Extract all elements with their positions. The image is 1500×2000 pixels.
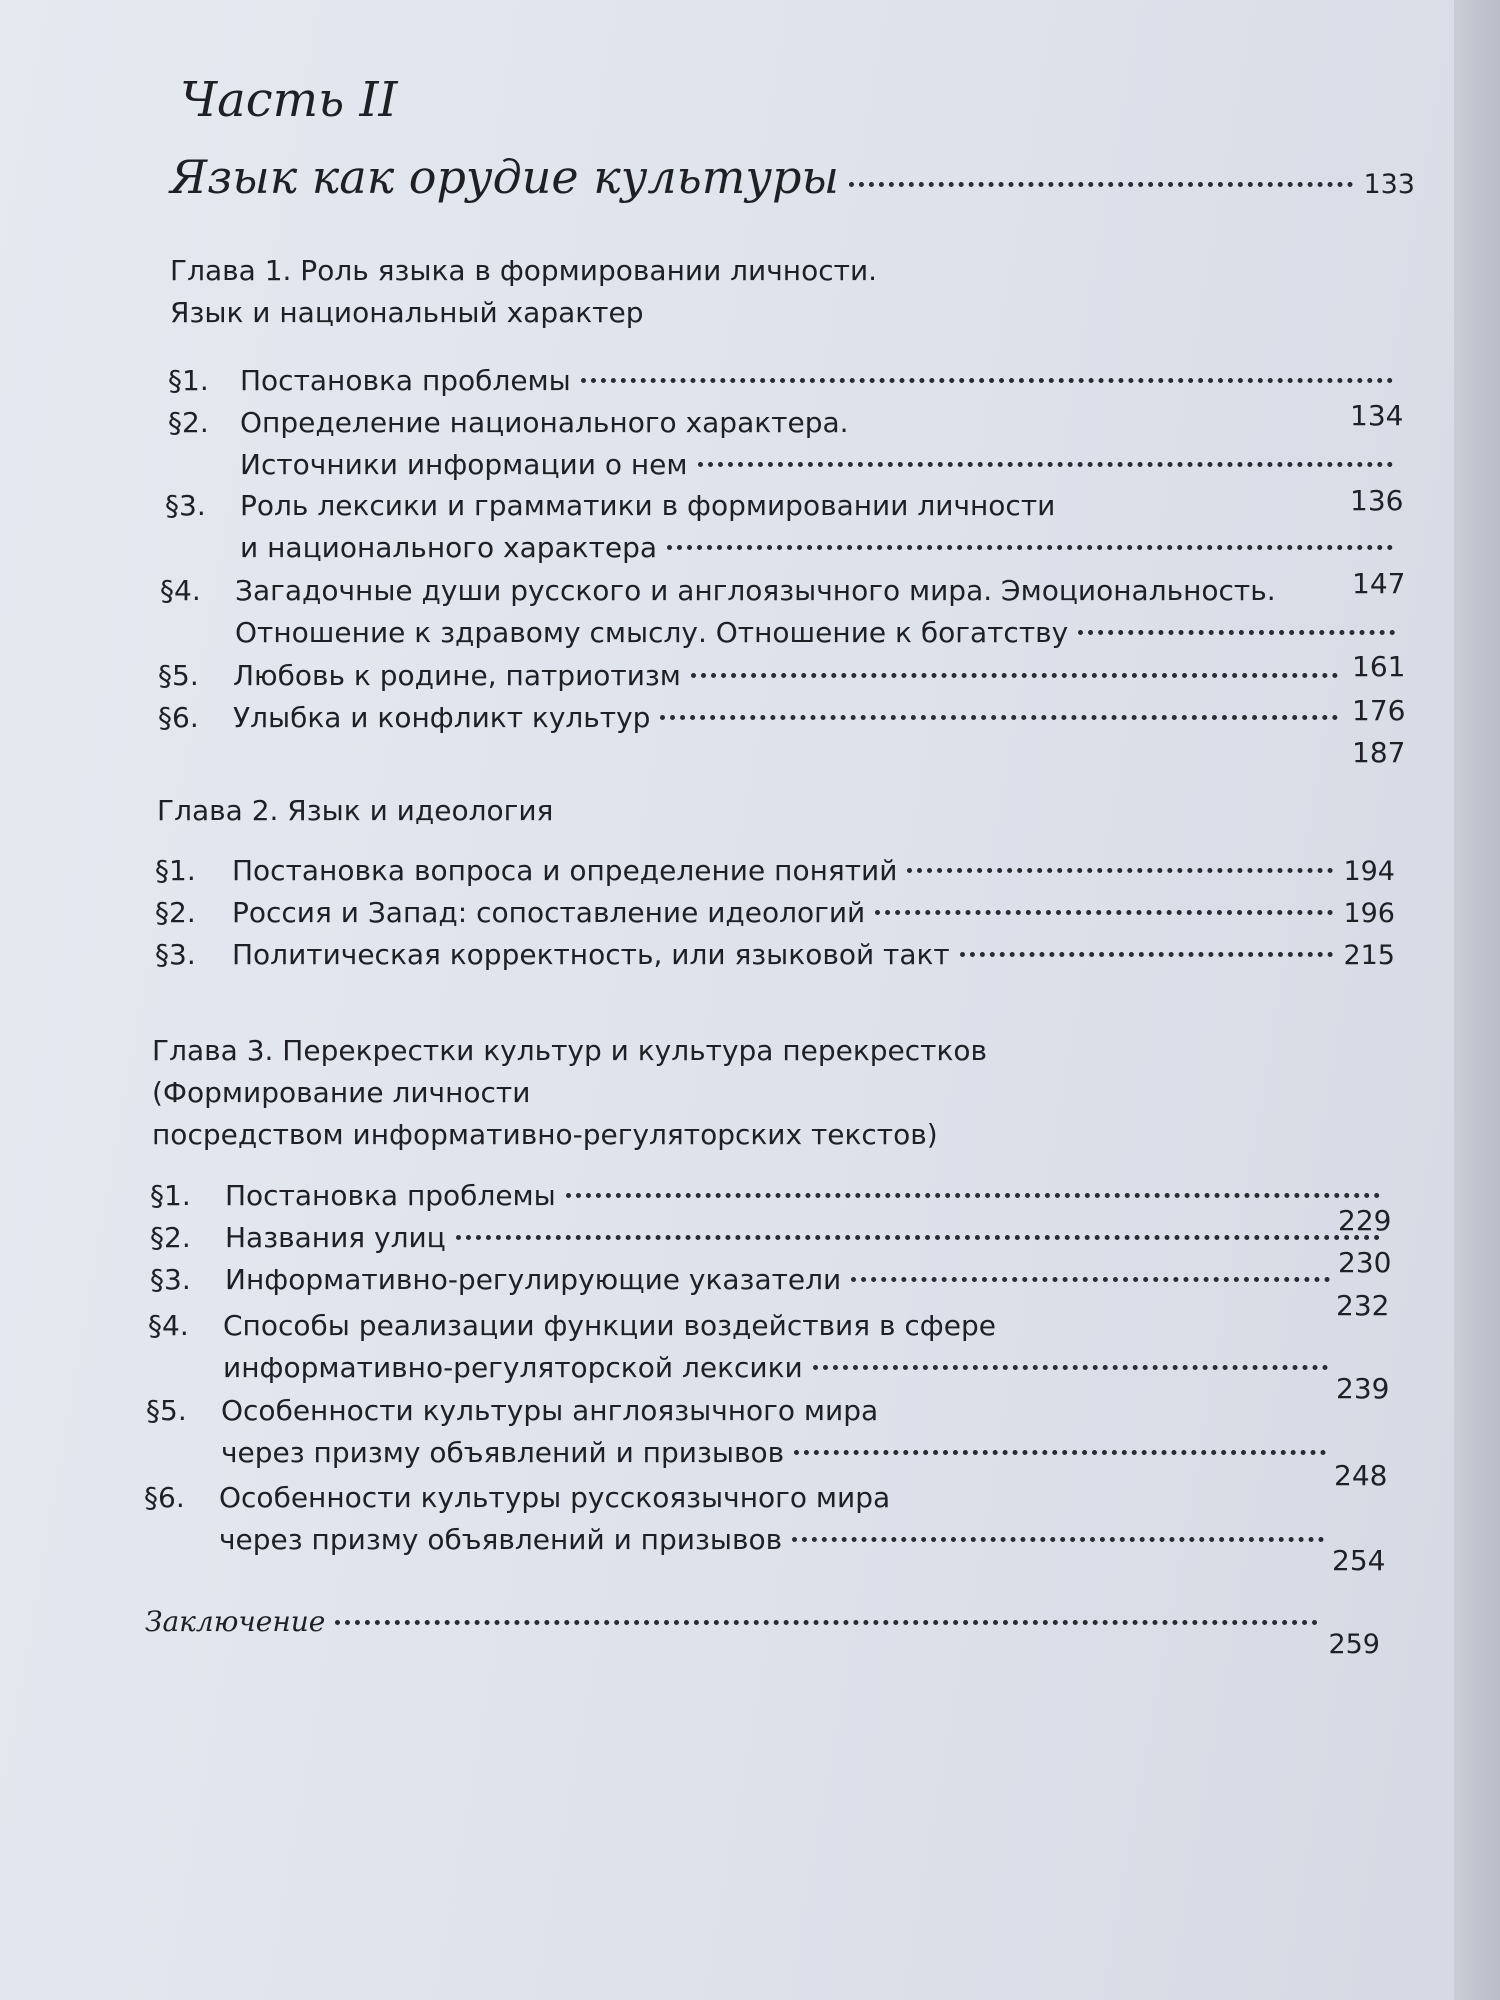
toc-entry <box>158 655 1348 697</box>
page-number: 136 <box>1350 484 1404 517</box>
conclusion-title: Заключение <box>145 1605 326 1638</box>
page-number: 161 <box>1352 650 1406 683</box>
section-title: Способы реализации функции воздействия в сфере <box>223 1309 996 1342</box>
section-title: Любовь к родине, патриотизм <box>233 659 681 692</box>
page-number: 187 <box>1352 736 1406 769</box>
leader-dots <box>792 1537 1324 1542</box>
section-title: Определение национального характера. <box>240 406 849 439</box>
toc-entry <box>168 360 1403 402</box>
section-title: Названия улиц <box>225 1221 446 1254</box>
section-title: Особенности культуры англоязычного мира <box>221 1394 879 1427</box>
section-number: §1. <box>155 854 196 887</box>
page-number: 147 <box>1352 567 1406 600</box>
leader-dots <box>698 462 1393 467</box>
toc-entry <box>148 1305 1338 1389</box>
section-title: Улыбка и конфликт культур <box>233 701 651 734</box>
section-title: Загадочные души русского и англоязычного мира. Эмоциональность. <box>235 574 1276 607</box>
chapter-title <box>170 250 877 334</box>
page-number: 176 <box>1352 694 1406 727</box>
toc-entry <box>160 570 1405 654</box>
leader-dots <box>851 1277 1330 1282</box>
part-heading-row <box>170 150 1415 204</box>
page-number: 133 <box>1363 169 1415 200</box>
section-number: §5. <box>146 1394 187 1427</box>
section-number: §4. <box>160 574 201 607</box>
toc-entry <box>146 1390 1336 1474</box>
leader-dots <box>849 182 1354 187</box>
page-number: 196 <box>1343 898 1395 929</box>
section-title: Информативно-регулирующие указатели <box>225 1263 842 1296</box>
toc-entry <box>150 1259 1340 1301</box>
section-title: Постановка проблемы <box>225 1179 556 1212</box>
part-title: Язык как орудие культуры <box>170 150 839 204</box>
section-title: Политическая корректность, или языковой такт <box>232 938 950 971</box>
leader-dots <box>456 1235 1380 1240</box>
leader-dots <box>566 1193 1380 1198</box>
toc-entry <box>144 1477 1334 1561</box>
toc-entry <box>155 850 1395 893</box>
section-number: §5. <box>158 659 199 692</box>
section-title: Постановка проблемы <box>240 364 571 397</box>
page-number: 134 <box>1350 399 1404 432</box>
leader-dots <box>581 378 1393 383</box>
toc-entry <box>150 1175 1390 1217</box>
chapter-title-line: посредством информативно-регуляторских текстов) <box>152 1118 938 1151</box>
section-number: §1. <box>168 364 209 397</box>
section-title-cont: Отношение к здравому смыслу. Отношение к богатству <box>235 616 1069 649</box>
leader-dots <box>691 673 1338 678</box>
page-number: 254 <box>1332 1544 1386 1577</box>
leader-dots <box>660 715 1338 720</box>
chapter-title-line: Глава 2. Язык и идеология <box>157 794 554 827</box>
section-number: §2. <box>168 406 209 439</box>
section-number: §1. <box>150 1179 191 1212</box>
page-number: 232 <box>1336 1289 1390 1322</box>
chapter-title <box>152 1030 987 1156</box>
leader-dots <box>794 1450 1326 1455</box>
page-number: 230 <box>1338 1246 1392 1279</box>
page-number: 229 <box>1338 1204 1392 1237</box>
toc-entry <box>158 697 1348 739</box>
section-number: §6. <box>158 701 199 734</box>
section-number: §2. <box>155 896 196 929</box>
leader-dots <box>335 1620 1318 1625</box>
section-number: §3. <box>155 938 196 971</box>
section-title-cont: через призму объявлений и призывов <box>219 1523 783 1556</box>
chapter-title-line: Глава 1. Роль языка в формировании личности. <box>170 254 878 287</box>
leader-dots <box>813 1365 1328 1370</box>
chapter-title-line: Язык и национальный характер <box>170 296 644 329</box>
section-title: Особенности культуры русскоязычного мира <box>219 1481 891 1514</box>
chapter-title-line: Глава 3. Перекрестки культур и культура перекрестков <box>152 1034 988 1067</box>
toc-entry <box>150 1217 1390 1259</box>
leader-dots <box>907 868 1333 873</box>
chapter-title <box>157 790 553 832</box>
section-title: Роль лексики и грамматики в формировании личности <box>240 489 1056 522</box>
page-edge <box>1454 0 1500 2000</box>
page-number: 259 <box>1328 1629 1380 1660</box>
section-number: §4. <box>148 1309 189 1342</box>
leader-dots <box>875 910 1333 915</box>
page-number: 239 <box>1336 1372 1390 1405</box>
section-number: §3. <box>150 1263 191 1296</box>
section-title: Россия и Запад: сопоставление идеологий <box>232 896 866 929</box>
leader-dots <box>667 545 1393 550</box>
section-number: §3. <box>165 489 206 522</box>
section-number: §2. <box>150 1221 191 1254</box>
conclusion-row <box>145 1605 1380 1660</box>
section-title: Постановка вопроса и определение понятий <box>232 854 898 887</box>
chapter-title-line: (Формирование личности <box>152 1076 531 1109</box>
leader-dots <box>960 952 1334 957</box>
section-title-cont: через призму объявлений и призывов <box>221 1436 785 1469</box>
page-number: 248 <box>1334 1459 1388 1492</box>
page-number: 215 <box>1343 940 1395 971</box>
section-number: §6. <box>144 1481 185 1514</box>
part-number: Часть II <box>180 72 398 128</box>
section-title-cont: информативно-регуляторской лексики <box>223 1351 803 1384</box>
toc-entry <box>155 892 1395 935</box>
leader-dots <box>1078 630 1395 635</box>
toc-entry <box>168 402 1403 486</box>
toc-entry <box>155 934 1395 977</box>
section-title-cont: Источники информации о нем <box>240 448 688 481</box>
section-title-cont: и национального характера <box>240 531 658 564</box>
page-number: 194 <box>1343 856 1395 887</box>
toc-entry <box>165 485 1403 569</box>
